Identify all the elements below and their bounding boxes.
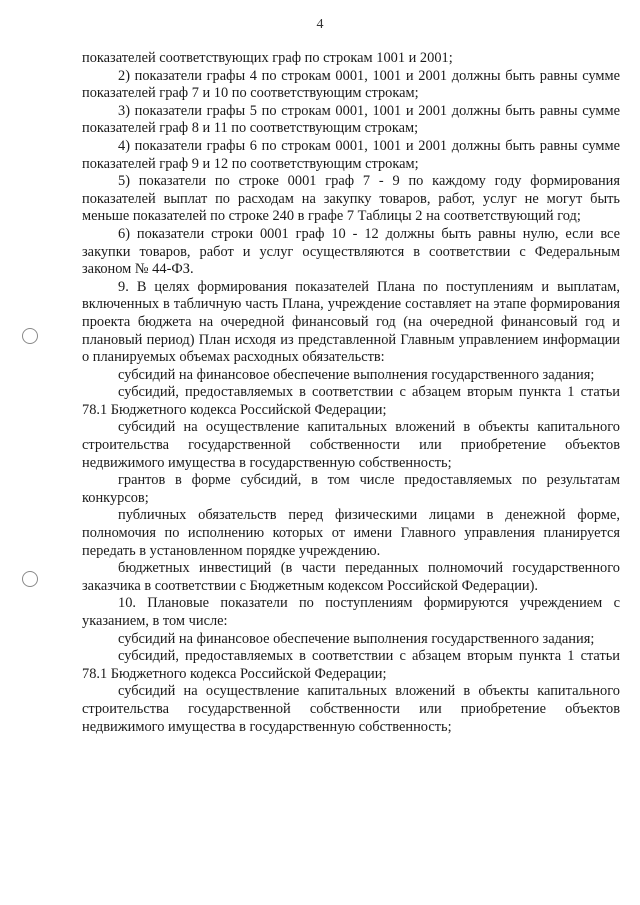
paragraph: 6) показатели строки 0001 граф 10 - 12 должны быть равны нулю, если все закупки товаров, работ и услуг осуществляются в соответствии с Федеральным законом № 44-ФЗ. [82,225,620,278]
paragraph: субсидий на финансовое обеспечение выполнения государственного задания; [118,630,595,647]
paragraph: бюджетных инвестиций (в части переданных полномочий государственного заказчика в соответствии с Бюджетным кодексом Российской Федерации). [82,560,620,594]
paragraph: 9. В целях формирования показателей Плана по поступлениям и выплатам, включенных в табличную часть Плана, учреждение составляет на этапе формирования проекта бюджета на очередной финансовый год (на очередной финансовый год и плановый период) План исходя из представленной Главным управлением информации о планируемых объемах расходных обязательств: [82,278,620,366]
binding-hole-icon [22,571,38,587]
binding-hole-icon [22,328,38,344]
paragraph: показателей соответствующих граф по строкам 1001 и 2001; [82,50,453,66]
paragraph: субсидий, предоставляемых в соответствии с абзацем вторым пункта 1 статьи 78.1 Бюджетного кодекса Российской Федерации; [82,384,620,418]
paragraph: 2) показатели графы 4 по строкам 0001, 1001 и 2001 должны быть равны сумме показателей граф 7 и 10 по соответствующим строкам; [82,67,620,102]
paragraph: субсидий на осуществление капитальных вложений в объекты капитального строительства государственной собственности или приобретение объектов недвижимого имущества в государственную собственность; [82,683,620,735]
paragraph: 3) показатели графы 5 по строкам 0001, 1001 и 2001 должны быть равны сумме показателей граф 8 и 11 по соответствующим строкам; [82,102,620,137]
paragraph: субсидий, предоставляемых в соответствии с абзацем вторым пункта 1 статьи 78.1 Бюджетного кодекса Российской Федерации; [82,648,620,682]
paragraph: 4) показатели графы 6 по строкам 0001, 1001 и 2001 должны быть равны сумме показателей граф 9 и 12 по соответствующим строкам; [82,137,620,172]
paragraph: грантов в форме субсидий, в том числе предоставляемых по результатам конкурсов; [82,472,620,506]
paragraph: 10. Плановые показатели по поступлениям формируются учреждением с указанием, в том числе: [82,595,620,629]
document-body [82,50,620,736]
paragraph: субсидий на финансовое обеспечение выполнения государственного задания; [118,366,595,383]
page-number: 4 [316,17,324,32]
paragraph: 5) показатели по строке 0001 граф 7 - 9 по каждому году формирования показателей выплат по расходам на закупку товаров, работ, услуг не могут быть меньше показателей по строке 240 в графе 7 Таблицы 2 на соответствующий год; [82,173,620,225]
paragraph: публичных обязательств перед физическими лицами в денежной форме, полномочия по исполнению которых от имени Главного управления планируется передать в установленном порядке учреждению. [82,507,620,559]
paragraph: субсидий на осуществление капитальных вложений в объекты капитального строительства государственной собственности или приобретение объектов недвижимого имущества в государственную собственность; [82,419,620,471]
